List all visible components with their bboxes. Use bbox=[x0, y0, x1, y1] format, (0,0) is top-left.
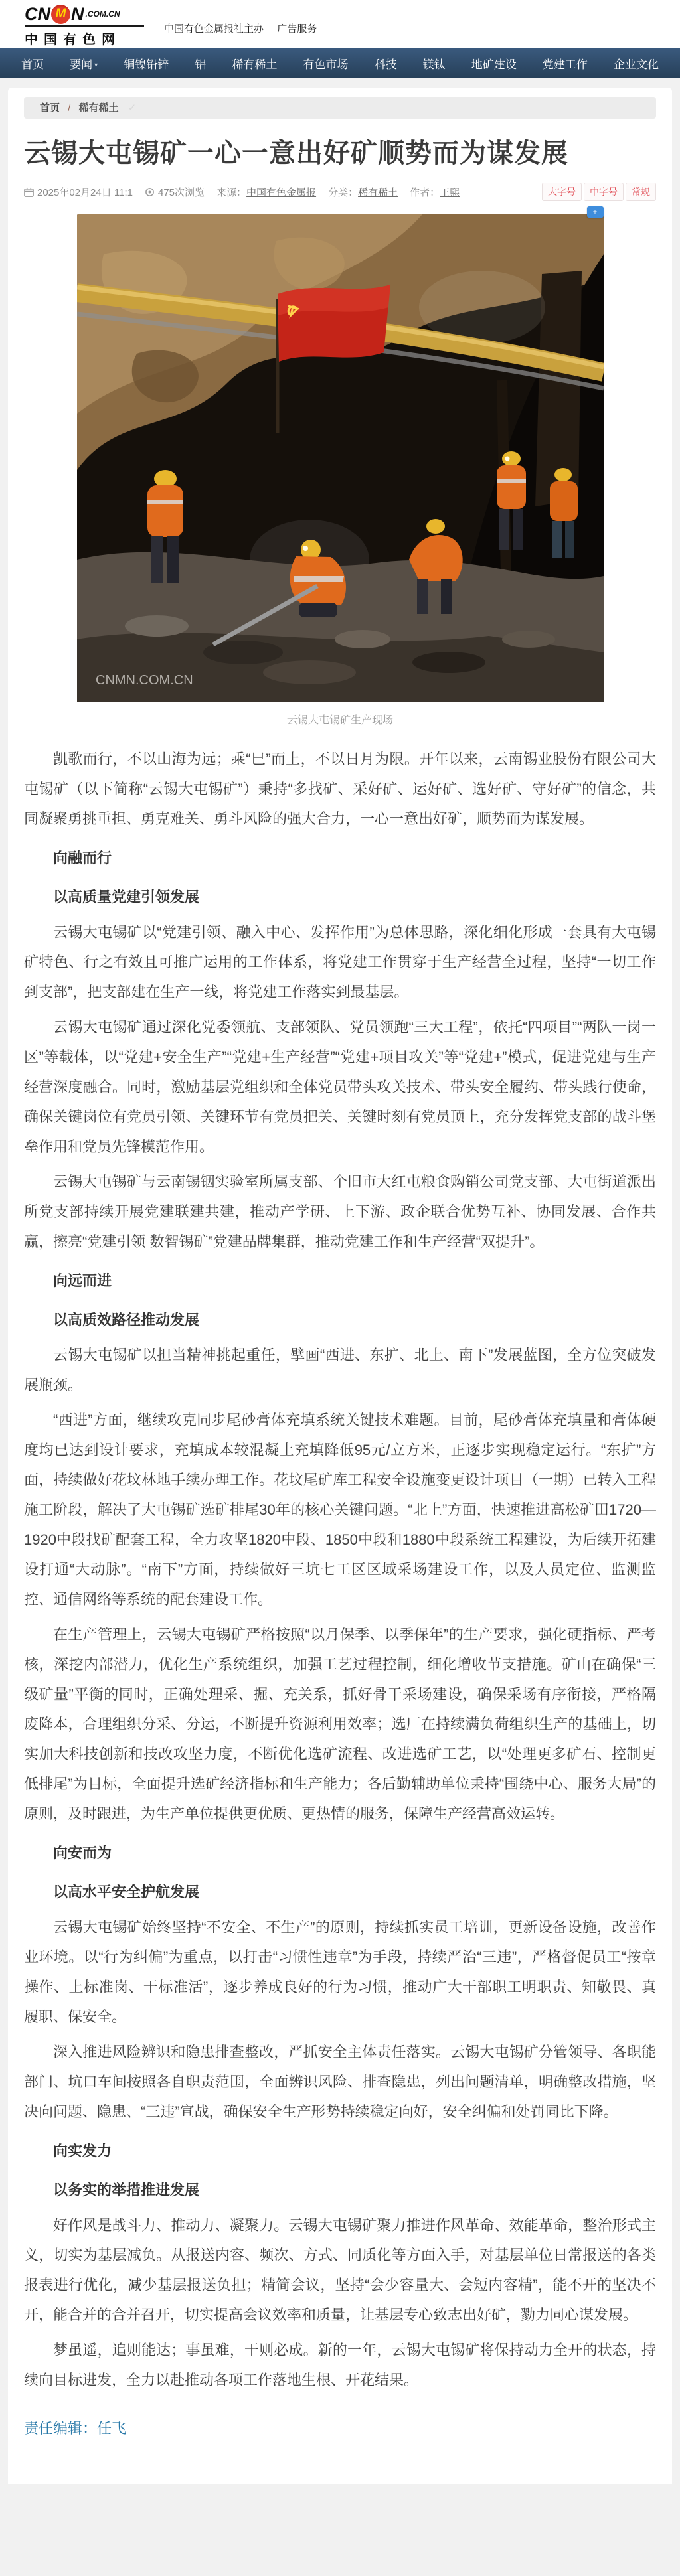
category-label: 分类： bbox=[328, 187, 359, 198]
view-count: 475次浏览 bbox=[158, 187, 205, 198]
paragraph: 凯歌而行，不以山海为远；乘“巳”而上，不以日月为限。开年以来，云南锡业股份有限公司大屯锡矿（以下简称“云锡大屯锡矿”）秉持“多找矿、采好矿、运好矿、选好矿、守好矿”的信念，共同凝聚勇挑重担、勇克难关、勇斗风险的强大合力，一心一意出好矿，顺势而为谋发展。 bbox=[24, 751, 656, 827]
source-link[interactable]: 中国有色金属报 bbox=[246, 187, 317, 198]
font-size-controls bbox=[540, 183, 656, 201]
breadcrumb bbox=[24, 97, 656, 119]
nav-label: 镁钛 bbox=[422, 58, 446, 71]
nav-label: 铝 bbox=[195, 58, 207, 71]
font-size-medium-button[interactable]: 中字号 bbox=[584, 183, 624, 201]
paragraph: 云锡大屯锡矿以“党建引领、融入中心、发挥作用”为总体思路，深化细化形成一套具有大屯锡矿特色、行之有效且可推广运用的工作体系，将党建工作贯穿于生产经营全过程，坚持“一切工作到支部”，把支部建在生产一线，将党建工作落实到最基层。 bbox=[24, 924, 656, 1000]
nav-label: 稀有稀土 bbox=[232, 58, 278, 71]
mine-photo bbox=[77, 214, 604, 702]
section-subhead: 以高水平安全护航发展 bbox=[53, 1884, 200, 1900]
nav-item-tech[interactable] bbox=[375, 55, 397, 72]
section-subhead: 以高质效路径推动发展 bbox=[53, 1312, 200, 1328]
nav-gap bbox=[0, 78, 680, 88]
section-subhead: 向远而进 bbox=[53, 1272, 112, 1289]
editor-line bbox=[24, 2417, 656, 2438]
site-tagline bbox=[164, 21, 317, 35]
paragraph: 云锡大屯锡矿通过深化党委领航、支部领队、党员领跑“三大工程”，依托“四项目”“两队一岗一区”等载体，以“党建+安全生产”“党建+生产经营”“党建+项目攻关”等“党建+”模式，促进党建与生产经营深度融合。同时，激励基层党组织和全体党员带头攻关技术、带头安全履约、带头践行使命，确保关键岗位有党员引领、关键环节有党员把关、关键时刻有党员顶上，充分发挥党支部的战斗堡垒作用和党员先锋模范作用。 bbox=[24, 1019, 656, 1155]
content-card bbox=[8, 88, 672, 2484]
section-subhead: 以务实的举措推进发展 bbox=[53, 2182, 200, 2198]
paragraph: 深入推进风险辨识和隐患排查整改，严抓安全主体责任落实。云锡大屯锡矿分管领导、各职能部门、坑口车间按照各自职责范围，全面辨识风险、排查隐患，列出问题清单，明确整改措施，坚决向问题、隐患、“三违”宣战，确保安全生产形势持续稳定向好，安全纠偏和处罚同比下降。 bbox=[24, 2044, 656, 2120]
author-field bbox=[410, 185, 460, 199]
section-subhead: 向安而为 bbox=[53, 1845, 112, 1861]
page-title: 云锡大屯锡矿一心一意出好矿顺势而为谋发展 bbox=[24, 139, 568, 168]
logo-chinese-name: 中国有色网 bbox=[25, 33, 121, 47]
nav-item-rare-earth[interactable] bbox=[232, 55, 277, 72]
site-header bbox=[0, 0, 680, 48]
nav-item-home[interactable] bbox=[21, 55, 44, 72]
nav-item-aluminum[interactable] bbox=[195, 55, 206, 72]
paragraph: “西进”方面，继续攻克同步尾砂膏体充填系统关键技术难题。目前，尾砂膏体充填量和膏体硬度均已达到设计要求，充填成本较混凝土充填降低95元/立方米，正逐步实现稳定运行。“东扩”方面，持续做好花坟林地手续办理工作。花坟尾矿库工程安全设施变更设计项目（一期）已转入工程施工阶段，解决了大屯锡矿选矿排尾30年的核心关键问题。“北上”方面，快速推进高松矿田1720—1920中段找矿配套工程，全力攻坚1820中段、1850中段和1880中段系统工程建设，为后续开拓建设打通“大动脉”。“南下”方面，持续做好三坑七工区区域采场建设工作，以及人员定位、监测监控、通信网络等系统的配套建设工作。 bbox=[24, 1412, 656, 1608]
nav-item-market[interactable] bbox=[303, 55, 349, 72]
source-label: 来源： bbox=[216, 187, 247, 198]
section-subhead: 以高质量党建引领发展 bbox=[53, 889, 200, 905]
nav-label: 有色市场 bbox=[303, 58, 349, 71]
nav-item-copper-nickel-lead-zinc[interactable] bbox=[124, 55, 169, 72]
nav-label: 科技 bbox=[374, 58, 397, 71]
nav-label: 企业文化 bbox=[613, 58, 659, 71]
breadcrumb-home-link[interactable]: 首页 bbox=[40, 102, 60, 114]
image-caption: 云锡大屯锡矿生产现场 bbox=[286, 715, 393, 726]
author-label: 作者： bbox=[410, 187, 440, 198]
logo-wordmark bbox=[25, 4, 144, 24]
category-link[interactable]: 稀有稀土 bbox=[358, 187, 398, 198]
logo-domain-suffix: .COM.CN bbox=[85, 9, 120, 19]
nav-label: 首页 bbox=[21, 58, 44, 71]
paragraph: 梦虽遥，追则能达；事虽难，干则必成。新的一年，云锡大屯锡矿将保持动力全开的状态，持续向目标进发，全力以赴推动各项工作落地生根、开花结果。 bbox=[24, 2342, 656, 2388]
article-body bbox=[24, 744, 656, 2395]
paragraph: 好作风是战斗力、推动力、凝聚力。云锡大屯锡矿聚力推进作风革命、效能革命，整治形式主义，切实为基层减负。从报送内容、频次、方式、同质化等方面入手，对基层单位日常报送的各类报表进行优化，减少基层报送负担；精简会议，坚持“会少容量大、会短内容精”，能不开的坚决不开，能合并的合并召开，切实提高会议效率和质量，让基层专心致志出好矿，勠力同心谋发展。 bbox=[24, 2217, 656, 2323]
ad-service-link[interactable]: 广告服务 bbox=[277, 23, 317, 35]
organizer-text: 中国有色金属报社主办 bbox=[164, 23, 264, 35]
nav-label: 党建工作 bbox=[542, 58, 588, 71]
font-size-normal-button[interactable]: 常规 bbox=[626, 183, 656, 201]
nav-item-corporate-culture[interactable] bbox=[614, 55, 659, 72]
logo-m-icon: M bbox=[51, 5, 70, 24]
nav-label: 铜镍铅锌 bbox=[124, 58, 169, 71]
section-subhead: 向融而行 bbox=[53, 850, 112, 866]
article-meta-row bbox=[24, 183, 656, 201]
logo-part2: N bbox=[71, 4, 84, 24]
nav-item-magnesium-titanium[interactable] bbox=[423, 55, 446, 72]
logo-part1: CN bbox=[25, 4, 50, 24]
section-subhead: 向实发力 bbox=[53, 2143, 112, 2159]
logo-divider bbox=[25, 25, 144, 27]
paragraph: 云锡大屯锡矿与云南锡铟实验室所属支部、个旧市大红屯粮食购销公司党支部、大屯街道派出所党支部持续开展党建联建共建，推动产学研、上下游、政企联合优势互补、协同发展、合作共赢，擦亮“党建引领 数智锡矿”党建品牌集群，推动党建工作和生产经营“双提升”。 bbox=[24, 1174, 656, 1250]
enlarge-image-badge[interactable]: + bbox=[587, 206, 604, 218]
font-size-large-button[interactable]: 大字号 bbox=[542, 183, 582, 201]
nav-item-geology-construction[interactable] bbox=[471, 55, 517, 72]
nav-label: 要闻 bbox=[70, 58, 93, 71]
nav-item-party-building[interactable] bbox=[543, 55, 588, 72]
site-logo[interactable] bbox=[25, 4, 144, 48]
photo-watermark: CNMN.COM.CN bbox=[95, 673, 193, 688]
publish-date: 2025年02月24日 11:1 bbox=[37, 187, 133, 198]
paragraph: 云锡大屯锡矿始终坚持“不安全、不生产”的原则，持续抓实员工培训，更新设备设施，改善作业环境。以“行为纠偏”为重点，以打击“习惯性违章”为手段，持续严治“三违”，严格督促员工“按章操作、上标准岗、干标准活”，逐步养成良好的行为习惯，推动广大干部职工明职责、知敬畏、真履职、保安全。 bbox=[24, 1919, 656, 2025]
chevron-down-icon: ▾ bbox=[94, 61, 98, 69]
calendar-icon bbox=[24, 187, 34, 197]
hero-figure bbox=[77, 207, 604, 702]
category-field bbox=[328, 185, 398, 199]
source-field bbox=[216, 185, 316, 199]
paragraph: 云锡大屯锡矿以担当精神挑起重任，擘画“西进、东扩、北上、南下”发展蓝图，全方位突破发展瓶颈。 bbox=[24, 1347, 656, 1393]
editor-label: 责任编辑： bbox=[24, 2420, 98, 2437]
main-navbar bbox=[0, 48, 680, 78]
nav-item-news[interactable] bbox=[70, 55, 98, 72]
author-link[interactable]: 王熙 bbox=[440, 187, 460, 198]
editor-name-link[interactable]: 任飞 bbox=[97, 2420, 127, 2437]
check-icon: ✓ bbox=[128, 102, 137, 114]
paragraph: 在生产管理上，云锡大屯锡矿严格按照“以月保季、以季保年”的生产要求，强化硬指标、严考核，深挖内部潜力，优化生产系统组织，加强工艺过程控制，细化增收节支措施。矿山在确保“三级矿量”平衡的同时，正确处理采、掘、充关系，抓好骨干采场建设，确保采场有序衔接，严格隔废降本，合理组织分采、分运，不断提升资源利用效率；选厂在持续满负荷组织生产的基础上，切实加大科技创新和技改攻坚力度，不断优化选矿流程、改进选矿工艺，以“处理更多矿石、控制更低排尾”为目标，全面提升选矿经济指标和生产能力；各后勤辅助单位秉持“围绕中心、服务大局”的原则，及时跟进，为生产单位提供更优质、更热情的服务，保障生产经营高效运转。 bbox=[24, 1626, 656, 1822]
views-icon bbox=[145, 187, 155, 197]
nav-label: 地矿建设 bbox=[471, 58, 517, 71]
breadcrumb-separator: / bbox=[68, 102, 71, 114]
breadcrumb-current: 稀有稀土 bbox=[78, 102, 119, 114]
